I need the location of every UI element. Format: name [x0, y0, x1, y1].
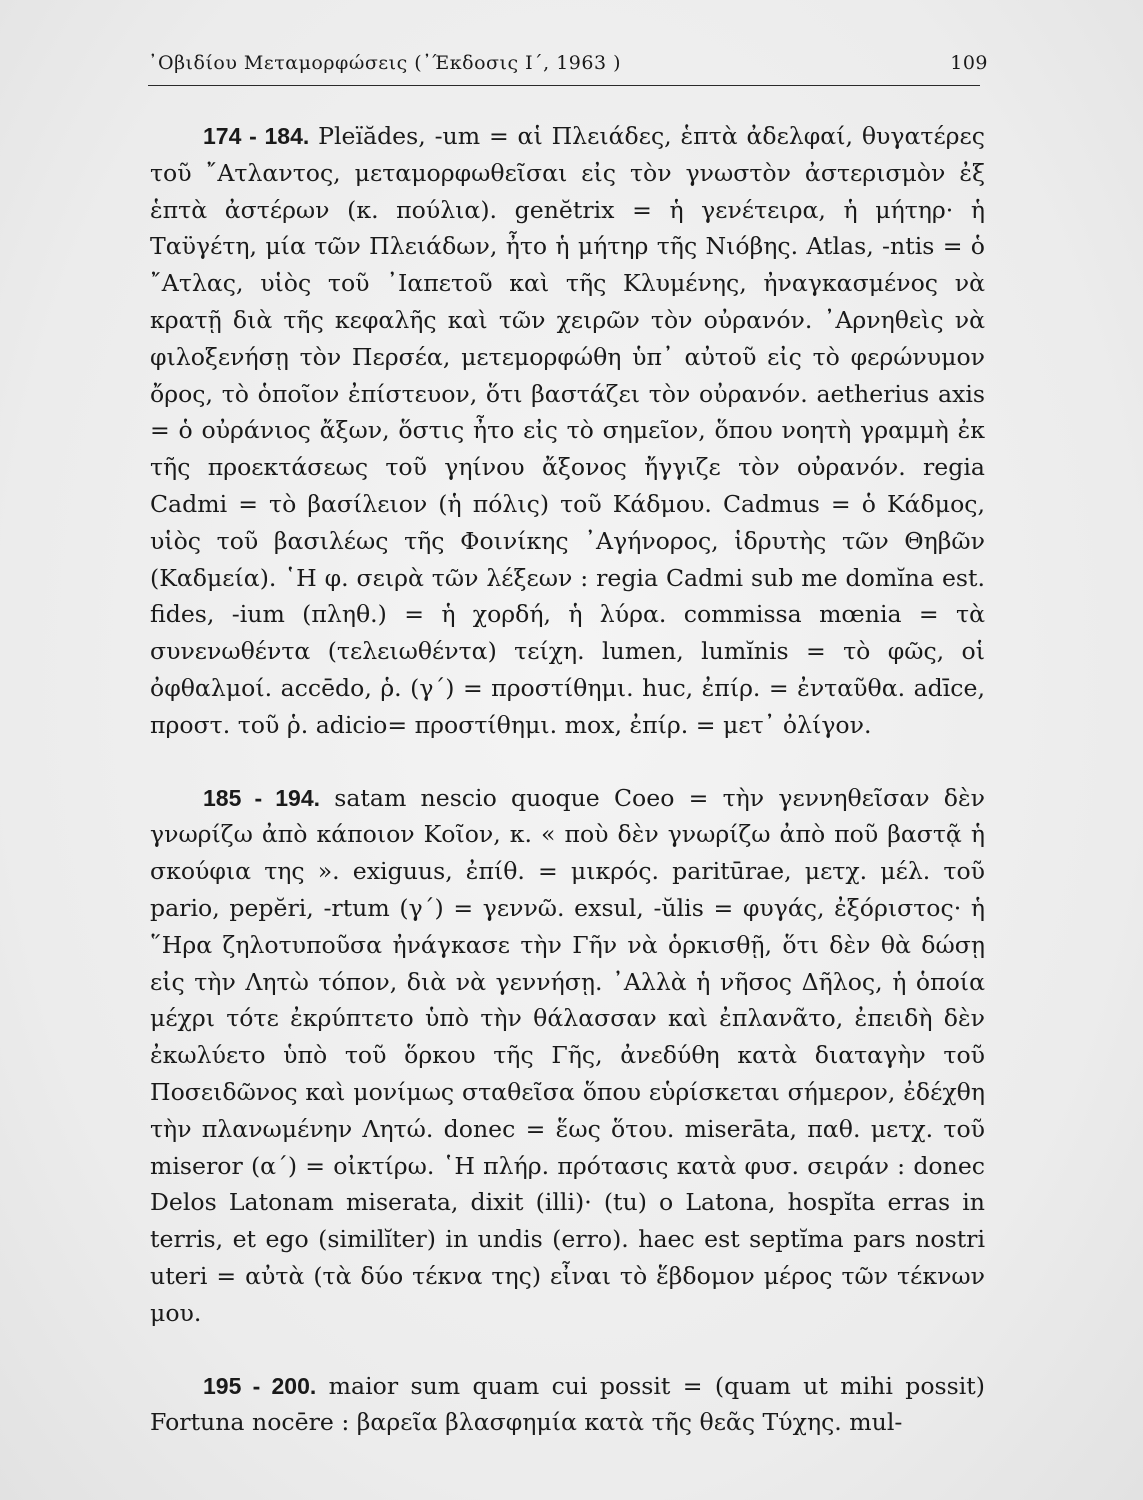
- header-rule: [148, 85, 980, 86]
- page-header: [148, 52, 988, 82]
- commentary-body: [150, 118, 985, 1441]
- running-title: ᾽Οβιδίου Μεταμορφώσεις (᾽Έκδοσις Ι΄, 1963 ): [148, 52, 622, 74]
- line-reference: 195 - 200.: [203, 1372, 317, 1399]
- page-number: 109: [950, 52, 988, 74]
- commentary-section-185-194: [150, 780, 985, 1332]
- section-text: satam nescio quoque Coeo = τὴν γεννηθεῖσαν δὲν γνωρίζω ἀπὸ κάποιον Κοῖον, κ. « ποὺ δὲν γνωρίζω ἀπὸ ποῦ βαστᾷ ἡ σκούφια της ». exiguus, ἐπίθ. = μικρός. paritūrae, μετχ. μέλ. τοῦ pario, pepĕri, -rtum (γ΄) = γεννῶ. exsul, -ŭlis = φυγάς, ἐξόριστος· ἡ ῞Ηρα ζηλοτυποῦσα ἠνάγκασε τὴν Γῆν νὰ ὁρκισθῇ, ὅτι δὲν θὰ δώσῃ εἰς τὴν Λητὼ τόπον, διὰ νὰ γεννήσῃ. ᾽Αλλὰ ἡ νῆσος Δῆλος, ἡ ὁποία μέχρι τότε ἐκρύπτετο ὑπὸ τὴν θάλασσαν καὶ ἐπλανᾶτο, ἐπειδὴ δὲν ἐκωλύετο ὑπὸ τοῦ ὅρκου τῆς Γῆς, ἀνεδύθη κατὰ διαταγὴν τοῦ Ποσειδῶνος καὶ μονίμως σταθεῖσα ὅπου εὑρίσκεται σήμερον, ἐδέχθη τὴν πλανωμένην Λητώ. donec = ἕως ὅτου. miserāta, παθ. μετχ. τοῦ miseror (α΄) = οἰκτίρω. ῾Η πλήρ. πρότασις κατὰ φυσ. σειράν : donec Delos Latonam miserata, dixit (illi)· (tu) o Latona, hospĭta erras in terris, et ego (similĭter) in undis (erro). haec est septĭma pars nostri uteri = αὐτὰ (τὰ δύο τέκνα της) εἶναι τὸ ἕβδομον μέρος τῶν τέκνων μου.: [150, 783, 985, 1327]
- commentary-section-195-200: [150, 1368, 985, 1442]
- line-reference: 174 - 184.: [203, 123, 310, 149]
- section-text: maior sum quam cui possit = (quam ut mihi possit) Fortuna nocēre : βαρεῖα βλασφημία κατὰ τῆς θεᾶς Τύχης. mul-: [150, 1371, 985, 1437]
- commentary-section-174-184: [150, 118, 985, 744]
- line-reference: 185 - 194.: [203, 784, 321, 811]
- section-text: Pleïădes, -um = αἱ Πλειάδες, ἑπτὰ ἀδελφαί, θυγατέρες τοῦ ῎Ατλαντος, μεταμορφωθεῖσαι εἰς τὸν γνωστὸν ἀστερισμὸν ἐξ ἑπτὰ ἀστέρων (κ. πούλια). genĕtrix = ἡ γενέτειρα, ἡ μήτηρ· ἡ Ταϋγέτη, μία τῶν Πλειάδων, ἦτο ἡ μήτηρ τῆς Νιόβης. Atlas, -ntis = ὁ ῎Ατλας, υἱὸς τοῦ ᾽Ιαπετοῦ καὶ τῆς Κλυμένης, ἠναγκασμένος νὰ κρατῇ διὰ τῆς κεφαλῆς καὶ τῶν χειρῶν τὸν οὐρανόν. ᾽Αρνηθεὶς νὰ φιλοξενήσῃ τὸν Περσέα, μετεμορφώθη ὑπ᾽ αὐτοῦ εἰς τὸ φερώνυμον ὄρος, τὸ ὁποῖον ἐπίστευον, ὅτι βαστάζει τὸν οὐρανόν. aetherius axis = ὁ οὐράνιος ἄξων, ὅστις ἦτο εἰς τὸ σημεῖον, ὅπου νοητὴ γραμμὴ ἐκ τῆς προεκτάσεως τοῦ γηίνου ἄξονος ἤγγιζε τὸν οὐρανόν. regia Cadmi = τὸ βασίλειον (ἡ πόλις) τοῦ Κάδμου. Cadmus = ὁ Κάδμος, υἱὸς τοῦ βασιλέως τῆς Φοινίκης ᾽Αγήνορος, ἱδρυτὴς τῶν Θηβῶν (Καδμεία). ῾Η φ. σειρὰ τῶν λέξεων : regia Cadmi sub me domĭna est. fides, -ium (πληθ.) = ἡ χορδή, ἡ λύρα. commissa mœnia = τὰ συνενωθέντα (τελειωθέντα) τείχη. lumen, lumĭnis = τὸ φῶς, οἱ ὀφθαλμοί. accēdo, ῥ. (γ΄) = προστίθημι. huc, ἐπίρ. = ἐνταῦθα. adīce, προστ. τοῦ ῥ. adicio= προστίθημι. mox, ἐπίρ. = μετ᾽ ὀλίγον.: [150, 122, 985, 739]
